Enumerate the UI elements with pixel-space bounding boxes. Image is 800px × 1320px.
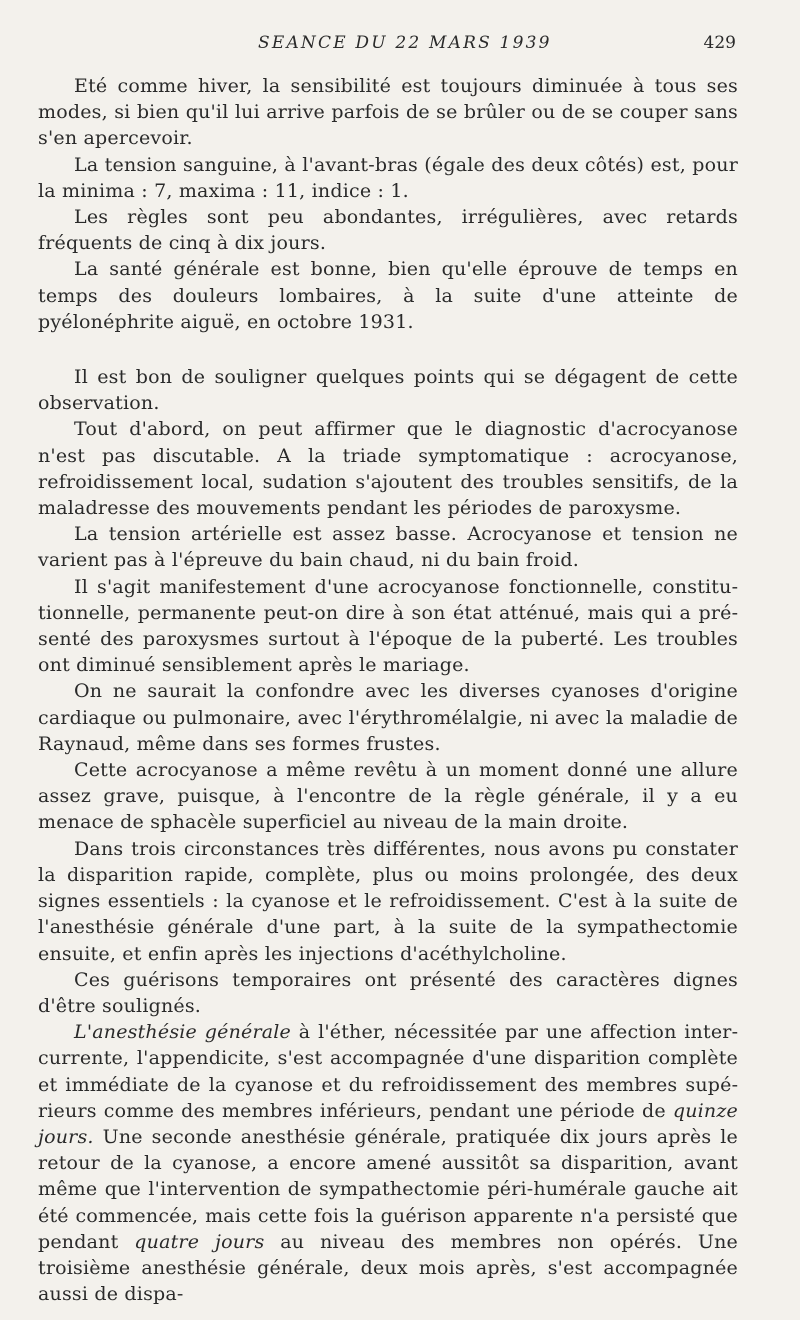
paragraph: Eté comme hiver, la sensibilité est toujours diminuée à tous ses modes, si bien qu'il lui arrive parfois de se brûler ou de se couper sans s'en apercevoir. [38,75,738,150]
running-title: SEANCE DU 22 MARS 1939 [258,33,552,53]
text-run: au niveau des membres non opérés. Une troisième anesthésie générale, deux mois après, s'est accompagnée aussi de dispa- [38,1230,738,1306]
page-header [0,33,800,61]
paragraph: Il est bon de souligner quelques points qui se dégagent de cette observation. [38,366,738,415]
paragraph: La santé générale est bonne, bien qu'elle éprouve de temps en temps des douleurs lombaires, à la suite d'une atteinte de pyélonéphrite aiguë, en octobre 1931. [38,258,738,333]
paragraph: La tension sanguine, à l'avant-bras (égale des deux côtés) est, pour la minima : 7, maxima : 11, indice : 1. [38,153,738,202]
paragraph-anesthesie [38,1019,738,1307]
body-text [38,73,738,1307]
text-run: Une seconde anesthésie générale, pratiquée dix jours après le retour de la cyanose, a encore amené aussitôt sa disparition, avant même que l'intervention de sympathectomie péri-humérale gauche ait été commencée, mais cette fois la guérison apparente n'a persisté que pendant [38,1125,738,1253]
italic-lead: L'anesthésie générale [74,1021,291,1044]
page-number: 429 [703,33,736,53]
italic-phrase: quinze jours. [38,1099,738,1148]
text-run: à l'éther, nécessitée par une affection intercurrente, l'appendicite, s'est accompagnée d'une disparition complète et immédiate de la cyanose et du refroidissement des membres supérieurs comme des membres inférieurs, pendant une période de [38,1021,738,1122]
paragraph: On ne saurait la confondre avec les diverses cyanoses d'origine cardiaque ou pulmonaire, avec l'érythromélalgie, ni avec la maladie de Raynaud, même dans ses formes frustes. [38,680,738,755]
paragraph: Dans trois circonstances très différentes, nous avons pu constater la disparition rapide, complète, plus ou moins prolongée, des deux signes essentiels : la cyanose et le refroidissement. C'est à la suite de l'anesthésie générale d'une part, à la suite de la sympathectomie ensuite, et enfin après les injections d'acéthylcholine. [38,837,738,965]
section-gap [38,335,738,364]
paragraph: Tout d'abord, on peut affirmer que le diagnostic d'acrocyanose n'est pas discutable. A la triade symptomatique : acrocyanose, refroidissement local, sudation s'ajoutent des troubles sensitifs, de la maladresse des mouvements pendant les périodes de paroxysme. [38,418,738,520]
paragraph: La tension artérielle est assez basse. Acrocyanose et tension ne varient pas à l'épreuve du bain chaud, ni du bain froid. [38,523,738,572]
paragraph: Il s'agit manifestement d'une acrocyanose fonctionnelle, constitutionnelle, permanente peut-on dire à son état atténué, mais qui a présenté des paroxysmes surtout à l'époque de la puberté. Les troubles ont diminué sensiblement après le mariage. [38,575,738,677]
paragraph: Les règles sont peu abondantes, irrégulières, avec retards fréquents de cinq à dix jours. [38,206,738,255]
paragraph: Ces guérisons temporaires ont présenté des caractères dignes d'être soulignés. [38,968,738,1017]
paragraph: Cette acrocyanose a même revêtu à un moment donné une allure assez grave, puisque, à l'encontre de la règle générale, il y a eu menace de sphacèle superficiel au niveau de la main droite. [38,759,738,834]
italic-phrase: quatre jours [134,1230,265,1253]
